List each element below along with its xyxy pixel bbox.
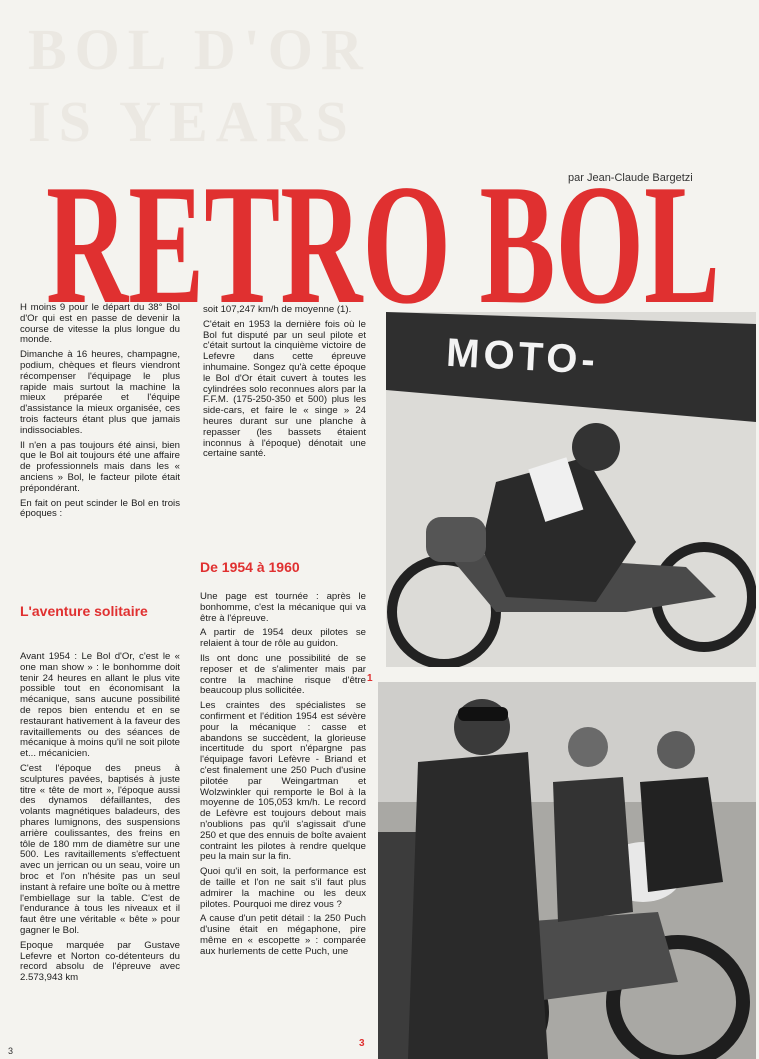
aventure-column: [20, 652, 180, 1057]
paragraph: soit 107,247 km/h de moyenne (1).: [203, 305, 352, 315]
page-title: [0, 178, 759, 306]
paragraph: Il n'en a pas toujours été ainsi, bien que le Bol ait toujours été une affaire de professionnels mais dans les « anciens » Bol, le facteur pilote était prépondérant.: [20, 439, 180, 494]
page-title-text: RETRO BOL: [46, 178, 720, 306]
paragraph: C'est l'époque des pneus à sculptures pavées, baptisés à juste titre « tête de mort », l'époque aussi des dynamos défaillantes, des volants magnétiques baladeurs, des phares lumignons, des suspensions arrière coulissantes, des freins en tôle de 180 mm de diamètre sur une 500. Les ravitaillements s'effectuent avec un jerrican ou un seau, voire un broc et l'on n'hésite pas un seul instant à refaire une boîte ou à mettre l'embiellage sur la table. C'est de l'endurance à tous les niveaux et il faut être une véritable « bête » pour gagner le Bol.: [20, 762, 180, 936]
intro-column: [20, 303, 180, 548]
paragraph: Une page est tournée : après le bonhomme, c'est la mécanique qui va être à l'épreuve.: [200, 592, 366, 624]
paragraph: C'était en 1953 la dernière fois où le Bol fut disputé par un seul pilote et c'était surtout la cinquième victoire de Lefevre dans cette épreuve inhumaine. Songez qu'à cette époque le Bol d'Or était cuvert à toutes les cylindrées solo reconnues alors par la F.F.M. (175-250-350 et 500) plus les side-cars, et faire le « singe » 24 heures durant sur une planche à repasser (les bassets étaient inconnus à l'époque) dénotait une certaine santé.: [203, 318, 366, 460]
paragraph: Les craintes des spécialistes se confirment et l'édition 1954 est sévère pour la mécanique : casse et abandons se succèdent, la glorieuse incertitude du sport n'épargne pas l'équipage favori Lefèvre - Briand et c'est finalement une 250 Puch d'usine pilotée par Weingartman et Wolzwinkler qui remporte le Bol à la moyenne de 105,053 km/h. Le record de Lefèvre est toujours debout mais n'oublions pas qu'il s'agissait d'une 250 et que des ennuis de boîte avaient contraint les pilotes à rendre quelque peu la main sur la fin.: [200, 700, 366, 863]
photo-riders-group: [378, 682, 756, 1059]
paragraph: Epoque marquée par Gustave Lefevre et Norton co-détenteurs du record absolu de l'épreuve avec 2.573,943 km: [20, 939, 180, 984]
paragraph: Dimanche à 16 heures, champagne, podium, chèques et fleurs viendront récompenser l'équipage le plus rapide mais surtout la machine la mieux préparée et l'équipe d'assistance la mieux organisée, ces trois facteurs étant plus que jamais indissociables.: [20, 349, 180, 436]
paragraph: H moins 9 pour le départ du 38° Bol d'Or qui est en passe de devenir la course de vitesse la plus longue du monde.: [20, 303, 180, 346]
paragraph: A cause d'un petit détail : la 250 Puch d'usine était en mégaphone, pire même en « escopette » : comparée aux hurlements de cette Puch, une: [200, 913, 366, 957]
left-margin-mark: 3: [8, 1046, 14, 1056]
section-heading-aventure: L'aventure solitaire: [20, 603, 148, 619]
paragraph: Ils ont donc une possibilité de se reposer et de s'alimenter mais par contre la machine risque d'être beaucoup plus sollicitée.: [200, 652, 366, 697]
section-heading-1954-1960: De 1954 à 1960: [200, 559, 300, 575]
paragraph: Quoi qu'il en soit, la performance est de taille et l'on ne sait s'il faut plus admirer la machine ou les deux pilotes. Pourquoi me direz vous ?: [200, 866, 366, 910]
photo-motorcycle-rider: [386, 312, 756, 667]
1954-1960-column: [200, 592, 366, 1054]
page-number: 3: [359, 1038, 365, 1049]
photo-caption-number: 1: [367, 673, 373, 684]
byline: par Jean-Claude Bargetzi: [568, 172, 693, 184]
paragraph: Avant 1954 : Le Bol d'Or, c'est le « one man show » : le bonhomme doit tenir 24 heures en allant le plus vite possible tout en économisant la mécanique, sans aucune possibilité de repos bien entendu et en se restaurant hativement à la faveur des ravitaillements ou des séances de mécanique à moins qu'il ne soit pilote et... mécanicien.: [20, 652, 180, 760]
paragraph: A partir de 1954 deux pilotes se relaient à tour de rôle au guidon.: [200, 627, 366, 650]
faded-background-lettering: BOL D'OR IS YEARS: [28, 17, 371, 154]
continuation-column: [203, 305, 366, 555]
paragraph: En fait on peut scinder le Bol en trois époques :: [20, 497, 180, 520]
photo-banner-text: MOTO-: [445, 330, 600, 383]
